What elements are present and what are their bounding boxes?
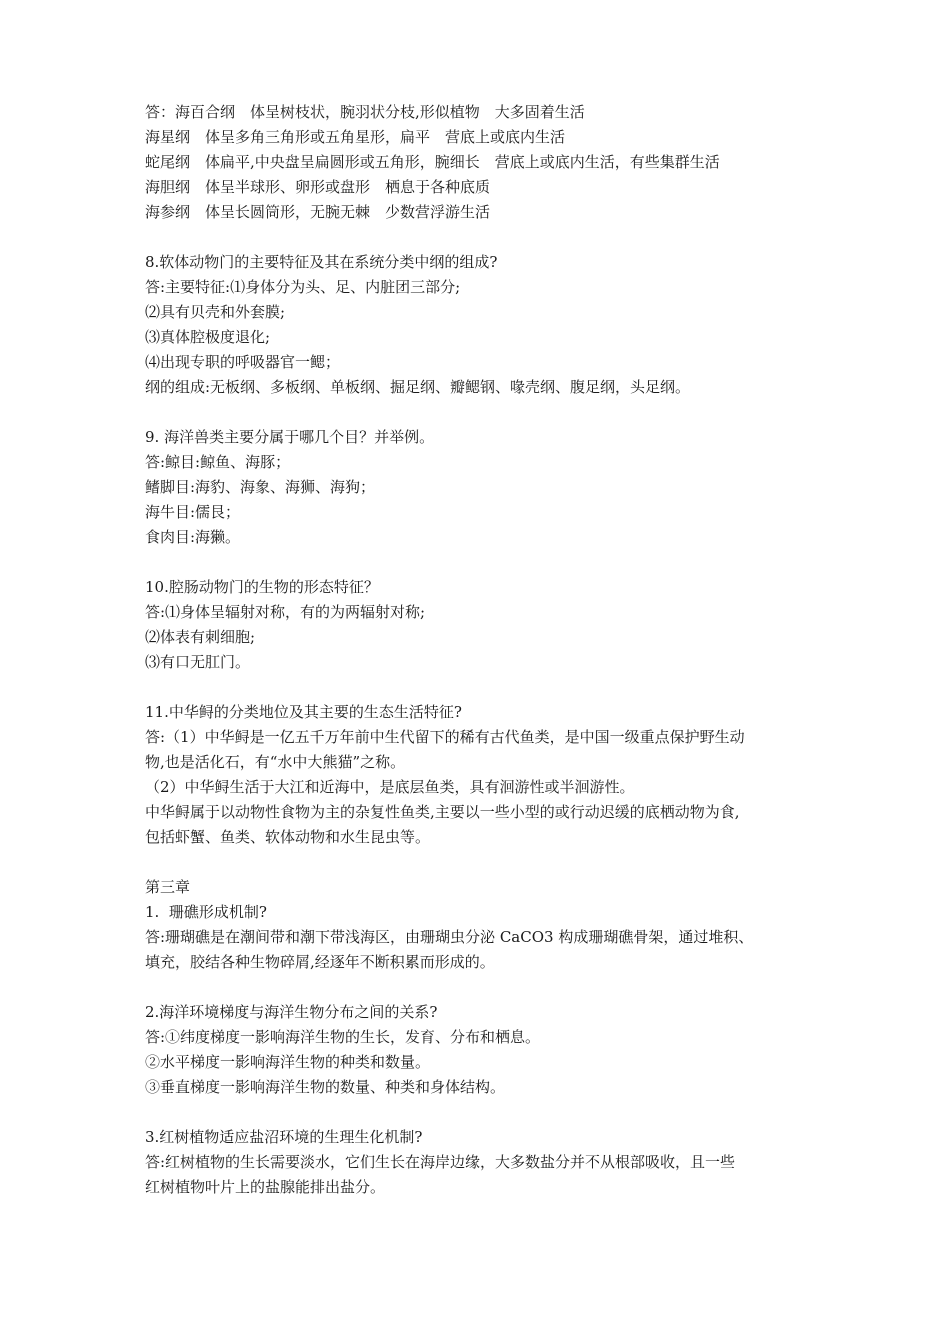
document-page	[145, 100, 835, 1200]
answer-line: ②水平梯度一影响海洋生物的种类和数量。	[145, 1053, 431, 1071]
answer-line: 包括虾蟹、鱼类、软体动物和水生昆虫等。	[145, 828, 431, 846]
answer-line: 答:鲸目:鲸鱼、海豚；	[145, 453, 291, 471]
question-title: 3.红树植物适应盐沼环境的生理生化机制?	[145, 1128, 423, 1146]
answer-line: 答:红树植物的生长需要淡水，它们生长在海岸边缘，大多数盐分并不从根部吸收，且一些	[145, 1153, 736, 1171]
chapter-3	[145, 875, 835, 1200]
answer-line: （2）中华鲟生活于大江和近海中，是底层鱼类，具有洄游性或半洄游性。	[145, 778, 635, 796]
chapter-3-question-3	[145, 1125, 835, 1200]
chapter-3-question-1	[145, 900, 835, 975]
answer-line: 答:⑴身体呈辐射对称，有的为两辐射对称;	[145, 603, 426, 621]
answer-line: 答:①纬度梯度一影响海洋生物的生长，发育、分布和栖息。	[145, 1028, 541, 1046]
question-10	[145, 575, 835, 675]
chapter-3-question-2	[145, 1000, 835, 1100]
answer-line: ③垂直梯度一影响海洋生物的数量、种类和身体结构。	[145, 1078, 506, 1096]
paragraph-gap	[145, 400, 835, 425]
answer-line: ⑷出现专职的呼吸器官一鳃；	[145, 353, 341, 371]
text-line: 答：海百合纲 体呈树枝状，腕羽状分枝,形似植物 大多固着生活	[145, 103, 585, 121]
question-8	[145, 250, 835, 400]
question-title: 2.海洋环境梯度与海洋生物分布之间的关系?	[145, 1003, 438, 1021]
answer-line: ⑶真体腔极度退化;	[145, 328, 271, 346]
question-title: 11.中华鲟的分类地位及其主要的生态生活特征?	[145, 703, 462, 721]
answer-line: 答:珊瑚礁是在潮间带和潮下带浅海区，由珊瑚虫分泌 CaCO3 构成珊瑚礁骨架，通过堆积、	[145, 928, 754, 946]
paragraph-gap	[145, 975, 835, 1000]
answer-line: 红树植物叶片上的盐腺能排出盐分。	[145, 1178, 386, 1196]
text-line: 蛇尾纲 体扁平,中央盘呈扁圆形或五角形，腕细长 营底上或底内生活，有些集群生活	[145, 153, 720, 171]
chapter-heading: 第三章	[145, 878, 191, 896]
paragraph-gap	[145, 225, 835, 250]
question-title: 10.腔肠动物门的生物的形态特征？	[145, 578, 379, 596]
question-9	[145, 425, 835, 550]
answer-line: 填充，胶结各种生物碎屑,经逐年不断积累而形成的。	[145, 953, 495, 971]
answer-line: 答:（1）中华鲟是一亿五千万年前中生代留下的稀有古代鱼类，是中国一级重点保护野生动	[145, 728, 745, 746]
text-line: 海星纲 体呈多角三角形或五角星形，扁平 营底上或底内生活	[145, 128, 566, 146]
answer-line: 鳍脚目:海豹、海象、海狮、海狗；	[145, 478, 376, 496]
answer-line: ⑵具有贝壳和外套膜;	[145, 303, 286, 321]
paragraph-gap	[145, 1100, 835, 1125]
question-title: 8.软体动物门的主要特征及其在系统分类中纲的组成?	[145, 253, 498, 271]
text-line: 海参纲 体呈长圆筒形，无腕无棘 少数营浮游生活	[145, 203, 491, 221]
answer-line: 物,也是活化石，有“水中大熊猫”之称。	[145, 753, 406, 771]
question-11	[145, 700, 835, 850]
answer-line: 答:主要特征:⑴身体分为头、足、内脏团三部分;	[145, 278, 461, 296]
paragraph-gap	[145, 550, 835, 575]
answer-line: 食肉目:海獭。	[145, 528, 241, 546]
echinoderm-classes-block	[145, 100, 835, 225]
paragraph-gap	[145, 675, 835, 700]
answer-line: ⑵体表有刺细胞;	[145, 628, 256, 646]
question-title: 9. 海洋兽类主要分属于哪几个目？并举例。	[145, 428, 435, 446]
answer-line: 纲的组成:无板纲、多板纲、单板纲、掘足纲、瓣鳃钢、喙壳纲、腹足纲，头足纲。	[145, 378, 691, 396]
paragraph-gap	[145, 850, 835, 875]
question-title: 1. 珊礁形成机制?	[145, 903, 267, 921]
answer-line: 海牛目:儒艮；	[145, 503, 241, 521]
answer-line: ⑶有口无肛门。	[145, 653, 251, 671]
text-line: 海胆纲 体呈半球形、卵形或盘形 栖息于各种底质	[145, 178, 491, 196]
answer-line: 中华鲟属于以动物性食物为主的杂复性鱼类,主要以一些小型的或行动迟缓的底栖动物为食,	[145, 803, 740, 821]
